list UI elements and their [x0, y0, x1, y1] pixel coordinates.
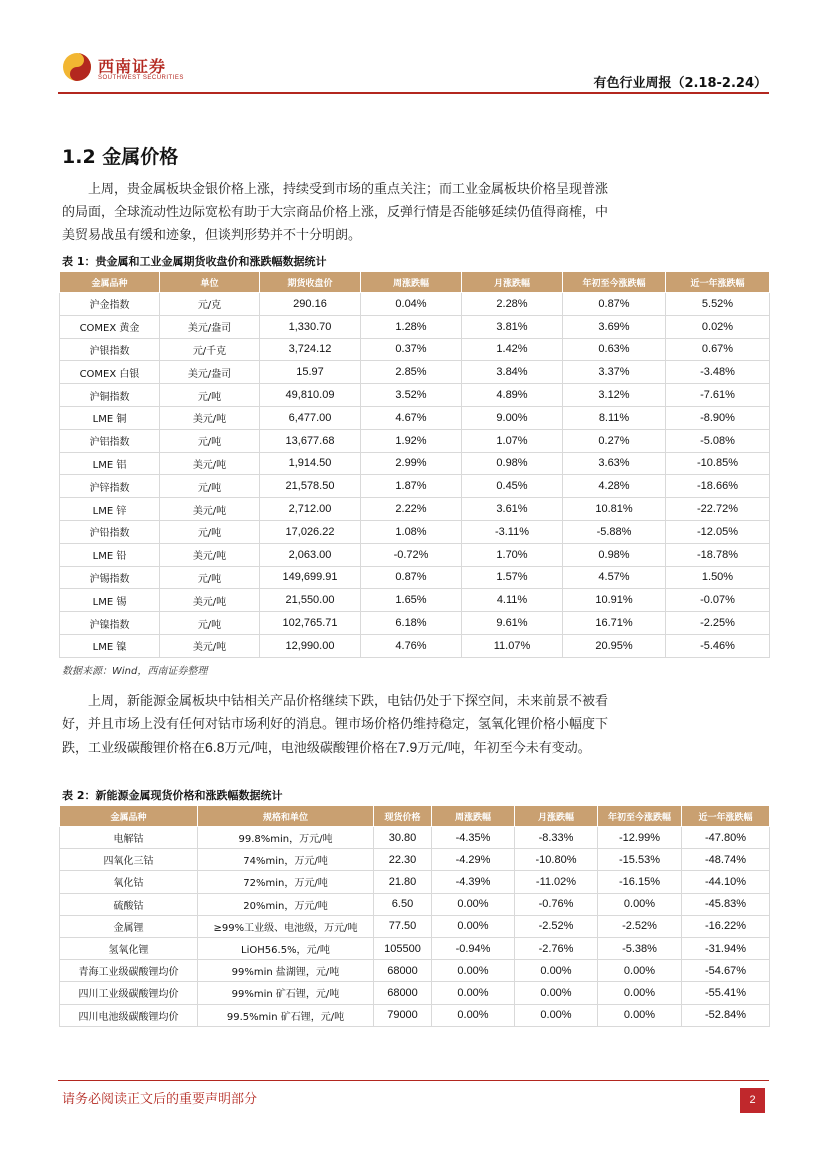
table-cell: 元/吨: [160, 520, 260, 543]
table-cell: -16.22%: [682, 915, 770, 937]
table-cell: 105500: [374, 937, 432, 959]
table-cell: 元/吨: [160, 384, 260, 407]
table-cell: 硫酸钴: [60, 893, 198, 915]
table-cell: 1,330.70: [260, 315, 361, 338]
table-cell: 沪镍指数: [60, 612, 160, 635]
table-row: [60, 915, 770, 937]
table-cell: 17,026.22: [260, 520, 361, 543]
table-cell: 0.98%: [563, 543, 666, 566]
table-cell: 30.80: [374, 827, 432, 849]
table-cell: 氢氧化锂: [60, 937, 198, 959]
table-row: [60, 361, 770, 384]
table-cell: 149,699.91: [260, 566, 361, 589]
table-cell: -3.11%: [462, 520, 563, 543]
table-cell: 21,578.50: [260, 475, 361, 498]
table-cell: 四川电池级碳酸锂均价: [60, 1004, 198, 1026]
table-cell: 0.00%: [598, 982, 682, 1004]
table-row: [60, 1004, 770, 1026]
table-cell: -18.66%: [666, 475, 770, 498]
table-cell: 4.89%: [462, 384, 563, 407]
table-cell: -4.29%: [432, 849, 515, 871]
table-cell: COMEX 白银: [60, 361, 160, 384]
table-cell: 0.00%: [515, 982, 598, 1004]
table-cell: 99%min 矿石锂，元/吨: [198, 982, 374, 1004]
futures-price-table: [59, 271, 770, 658]
table-cell: 1.87%: [361, 475, 462, 498]
table-cell: 2,063.00: [260, 543, 361, 566]
table-cell: 5.52%: [666, 293, 770, 316]
table-cell: 68000: [374, 982, 432, 1004]
section-heading: 1.2 金属价格: [62, 146, 179, 168]
logo-emblem-icon: [62, 52, 92, 82]
table-row: [60, 634, 770, 657]
table-cell: -22.72%: [666, 498, 770, 521]
table-cell: 6.50: [374, 893, 432, 915]
table-cell: 1.57%: [462, 566, 563, 589]
table-cell: -52.84%: [682, 1004, 770, 1026]
column-header: 单位: [160, 272, 260, 293]
header-divider: [58, 92, 769, 94]
table-header-row: [60, 806, 770, 827]
table-cell: 1.42%: [462, 338, 563, 361]
table-cell: 4.67%: [361, 406, 462, 429]
table-cell: -4.35%: [432, 827, 515, 849]
paragraph-new-energy: [62, 690, 614, 760]
company-logo: [62, 50, 182, 90]
table-cell: 4.28%: [563, 475, 666, 498]
table-cell: -5.38%: [598, 937, 682, 959]
table-cell: 0.00%: [432, 982, 515, 1004]
table-cell: 1.50%: [666, 566, 770, 589]
table-cell: -48.74%: [682, 849, 770, 871]
table-cell: 2.85%: [361, 361, 462, 384]
table-cell: 0.00%: [515, 1004, 598, 1026]
table-row: [60, 612, 770, 635]
table-cell: -0.72%: [361, 543, 462, 566]
table-cell: 沪铜指数: [60, 384, 160, 407]
table-cell: 6,477.00: [260, 406, 361, 429]
column-header: 月涨跌幅: [462, 272, 563, 293]
table-header-row: [60, 272, 770, 293]
table-cell: 元/克: [160, 293, 260, 316]
table-cell: 0.00%: [432, 915, 515, 937]
table-cell: 1.92%: [361, 429, 462, 452]
table-cell: -0.07%: [666, 589, 770, 612]
table-cell: 四氧化三钴: [60, 849, 198, 871]
table-cell: -2.52%: [598, 915, 682, 937]
table-cell: -54.67%: [682, 960, 770, 982]
table-cell: 美元/盎司: [160, 315, 260, 338]
table-cell: -31.94%: [682, 937, 770, 959]
table-cell: 0.98%: [462, 452, 563, 475]
table-cell: 0.00%: [432, 1004, 515, 1026]
table-cell: 99.8%min，万元/吨: [198, 827, 374, 849]
table-cell: 102,765.71: [260, 612, 361, 635]
table-row: [60, 589, 770, 612]
report-title: 有色行业周报（2.18-2.24）: [593, 76, 767, 91]
table-cell: 10.91%: [563, 589, 666, 612]
footer-divider: [58, 1080, 769, 1081]
table-cell: 0.00%: [598, 960, 682, 982]
table-row: [60, 827, 770, 849]
para2-text-2: 万元/吨，电池级碳酸锂价格在: [224, 741, 398, 756]
table-cell: -0.76%: [515, 893, 598, 915]
table-cell: 3.69%: [563, 315, 666, 338]
table-cell: 4.57%: [563, 566, 666, 589]
table-row: [60, 315, 770, 338]
table-cell: 16.71%: [563, 612, 666, 635]
spot-price-table: [59, 805, 770, 1027]
table-cell: 美元/吨: [160, 589, 260, 612]
column-header: 周涨跌幅: [432, 806, 515, 827]
table-row: [60, 893, 770, 915]
table-cell: 元/吨: [160, 429, 260, 452]
column-header: 期货收盘价: [260, 272, 361, 293]
logo-text-cn: 西南证券: [98, 57, 167, 76]
table-row: [60, 849, 770, 871]
table-cell: 9.61%: [462, 612, 563, 635]
table-cell: 0.02%: [666, 315, 770, 338]
table-cell: 4.76%: [361, 634, 462, 657]
table-cell: 0.04%: [361, 293, 462, 316]
para2-text-1: 上周，新能源金属板块中钴相关产品价格继续下跌，电钴仍处于下探空间，未来前景不被看好，并且市场上没有任何对钴市场利好的消息。锂市场价格仍维持稳定，氢氧化锂价格小幅度下跌，工业级碳酸锂价格在: [62, 694, 609, 756]
table-cell: -55.41%: [682, 982, 770, 1004]
table-cell: 美元/吨: [160, 406, 260, 429]
table-row: [60, 429, 770, 452]
table-cell: 0.00%: [432, 893, 515, 915]
table-cell: 1.28%: [361, 315, 462, 338]
table-cell: 青海工业级碳酸锂均价: [60, 960, 198, 982]
table-cell: 21.80: [374, 871, 432, 893]
table-cell: -5.08%: [666, 429, 770, 452]
table-cell: LiOH56.5%，元/吨: [198, 937, 374, 959]
table-cell: 99.5%min 矿石锂，元/吨: [198, 1004, 374, 1026]
column-header: 近一年涨跌幅: [666, 272, 770, 293]
table-cell: 1,914.50: [260, 452, 361, 475]
column-header: 现货价格: [374, 806, 432, 827]
table-cell: LME 铜: [60, 406, 160, 429]
column-header: 月涨跌幅: [515, 806, 598, 827]
table-cell: 68000: [374, 960, 432, 982]
paragraph-precious-industrial: 上周，贵金属板块金银价格上涨，持续受到市场的重点关注；而工业金属板块价格呈现普涨的局面，全球流动性边际宽松有助于大宗商品价格上涨，反弹行情是否能够延续仍值得商榷，中美贸易战虽有缓和迹象，但谈判形势并不十分明朗。: [62, 182, 609, 243]
table-cell: 沪锌指数: [60, 475, 160, 498]
table-cell: 3.12%: [563, 384, 666, 407]
table-cell: 0.00%: [598, 893, 682, 915]
table-row: [60, 543, 770, 566]
table-cell: 99%min 盐湖锂，元/吨: [198, 960, 374, 982]
page-number: 2: [740, 1088, 765, 1113]
table-row: [60, 982, 770, 1004]
table-cell: 3.61%: [462, 498, 563, 521]
table-row: [60, 384, 770, 407]
data-source-note: 数据来源：Wind，西南证券整理: [62, 666, 208, 677]
table-row: [60, 498, 770, 521]
table-row: [60, 293, 770, 316]
table-row: [60, 520, 770, 543]
table-cell: -2.52%: [515, 915, 598, 937]
table-cell: 电解钴: [60, 827, 198, 849]
table-row: [60, 566, 770, 589]
table-cell: -5.88%: [563, 520, 666, 543]
table-cell: -18.78%: [666, 543, 770, 566]
table-cell: 沪金指数: [60, 293, 160, 316]
table-cell: 3.81%: [462, 315, 563, 338]
column-header: 金属品种: [60, 272, 160, 293]
table-cell: 3,724.12: [260, 338, 361, 361]
table1-caption: 表 1：贵金属和工业金属期货收盘价和涨跌幅数据统计: [62, 255, 327, 268]
table-cell: 沪锡指数: [60, 566, 160, 589]
table-row: [60, 452, 770, 475]
table-cell: 10.81%: [563, 498, 666, 521]
logo-text-en: SOUTHWEST SECURITIES: [98, 75, 184, 81]
table-cell: -4.39%: [432, 871, 515, 893]
table-cell: -10.85%: [666, 452, 770, 475]
table-cell: 13,677.68: [260, 429, 361, 452]
table-cell: 0.45%: [462, 475, 563, 498]
table-cell: 0.87%: [563, 293, 666, 316]
table-cell: -2.25%: [666, 612, 770, 635]
table-cell: -2.76%: [515, 937, 598, 959]
table-cell: 3.63%: [563, 452, 666, 475]
table-cell: 72%min，万元/吨: [198, 871, 374, 893]
table-cell: -0.94%: [432, 937, 515, 959]
table-cell: 1.70%: [462, 543, 563, 566]
table-cell: LME 锡: [60, 589, 160, 612]
table-cell: 2.99%: [361, 452, 462, 475]
table-cell: 沪铅指数: [60, 520, 160, 543]
table-cell: 3.84%: [462, 361, 563, 384]
table-cell: 氧化钴: [60, 871, 198, 893]
table-cell: 20.95%: [563, 634, 666, 657]
table-cell: 49,810.09: [260, 384, 361, 407]
table-cell: 8.11%: [563, 406, 666, 429]
table-cell: 11.07%: [462, 634, 563, 657]
table-cell: 金属锂: [60, 915, 198, 937]
table-cell: -16.15%: [598, 871, 682, 893]
column-header: 年初至今涨跌幅: [598, 806, 682, 827]
table-cell: -15.53%: [598, 849, 682, 871]
table-cell: 0.87%: [361, 566, 462, 589]
table-cell: 1.08%: [361, 520, 462, 543]
table-cell: 元/千克: [160, 338, 260, 361]
table-cell: COMEX 黄金: [60, 315, 160, 338]
table-cell: 74%min，万元/吨: [198, 849, 374, 871]
table-cell: 3.37%: [563, 361, 666, 384]
table-cell: 22.30: [374, 849, 432, 871]
table-cell: 美元/盎司: [160, 361, 260, 384]
table-cell: 元/吨: [160, 566, 260, 589]
column-header: 近一年涨跌幅: [682, 806, 770, 827]
table-cell: -10.80%: [515, 849, 598, 871]
table-cell: 沪铝指数: [60, 429, 160, 452]
column-header: 周涨跌幅: [361, 272, 462, 293]
table-row: [60, 338, 770, 361]
table-row: [60, 871, 770, 893]
table-cell: -11.02%: [515, 871, 598, 893]
table-cell: 美元/吨: [160, 634, 260, 657]
table-cell: 20%min，万元/吨: [198, 893, 374, 915]
table-cell: 79000: [374, 1004, 432, 1026]
para2-number-2: 7.9: [397, 739, 418, 755]
column-header: 金属品种: [60, 806, 198, 827]
table-cell: 15.97: [260, 361, 361, 384]
table-cell: 0.00%: [598, 1004, 682, 1026]
table2-caption: 表 2：新能源金属现货价格和涨跌幅数据统计: [62, 789, 283, 802]
table-cell: 0.63%: [563, 338, 666, 361]
table-cell: -8.90%: [666, 406, 770, 429]
table-cell: 4.11%: [462, 589, 563, 612]
table-cell: 0.00%: [432, 960, 515, 982]
footer-disclaimer: 请务必阅读正文后的重要声明部分: [62, 1092, 258, 1107]
table-cell: LME 锌: [60, 498, 160, 521]
table-cell: 美元/吨: [160, 543, 260, 566]
column-header: 规格和单位: [198, 806, 374, 827]
table-cell: LME 铅: [60, 543, 160, 566]
table-cell: -44.10%: [682, 871, 770, 893]
table-cell: 290.16: [260, 293, 361, 316]
table-cell: 元/吨: [160, 475, 260, 498]
table-row: [60, 406, 770, 429]
table-cell: 2.28%: [462, 293, 563, 316]
table-cell: 0.37%: [361, 338, 462, 361]
table-row: [60, 937, 770, 959]
table-cell: -8.33%: [515, 827, 598, 849]
table-cell: -47.80%: [682, 827, 770, 849]
para2-text-3: 万元/吨，年初至今未有变动。: [417, 741, 591, 756]
table-cell: ≥99%工业级、电池级，万元/吨: [198, 915, 374, 937]
table-cell: 21,550.00: [260, 589, 361, 612]
table-cell: 美元/吨: [160, 498, 260, 521]
table-cell: 0.67%: [666, 338, 770, 361]
table-cell: 12,990.00: [260, 634, 361, 657]
table-cell: -5.46%: [666, 634, 770, 657]
table-cell: -45.83%: [682, 893, 770, 915]
table-cell: -12.05%: [666, 520, 770, 543]
para2-number-1: 6.8: [205, 739, 225, 755]
table-cell: LME 镍: [60, 634, 160, 657]
table-cell: 0.27%: [563, 429, 666, 452]
table-cell: -7.61%: [666, 384, 770, 407]
table-cell: 2,712.00: [260, 498, 361, 521]
table-cell: 77.50: [374, 915, 432, 937]
table-cell: 1.65%: [361, 589, 462, 612]
table-cell: LME 铝: [60, 452, 160, 475]
column-header: 年初至今涨跌幅: [563, 272, 666, 293]
table-cell: 元/吨: [160, 612, 260, 635]
table-cell: -12.99%: [598, 827, 682, 849]
table-cell: 四川工业级碳酸锂均价: [60, 982, 198, 1004]
table-cell: 9.00%: [462, 406, 563, 429]
table-cell: 3.52%: [361, 384, 462, 407]
table-cell: 2.22%: [361, 498, 462, 521]
table-cell: -3.48%: [666, 361, 770, 384]
table-row: [60, 475, 770, 498]
table-cell: 沪银指数: [60, 338, 160, 361]
table-row: [60, 960, 770, 982]
table-cell: 0.00%: [515, 960, 598, 982]
table-cell: 1.07%: [462, 429, 563, 452]
table-cell: 6.18%: [361, 612, 462, 635]
table-cell: 美元/吨: [160, 452, 260, 475]
